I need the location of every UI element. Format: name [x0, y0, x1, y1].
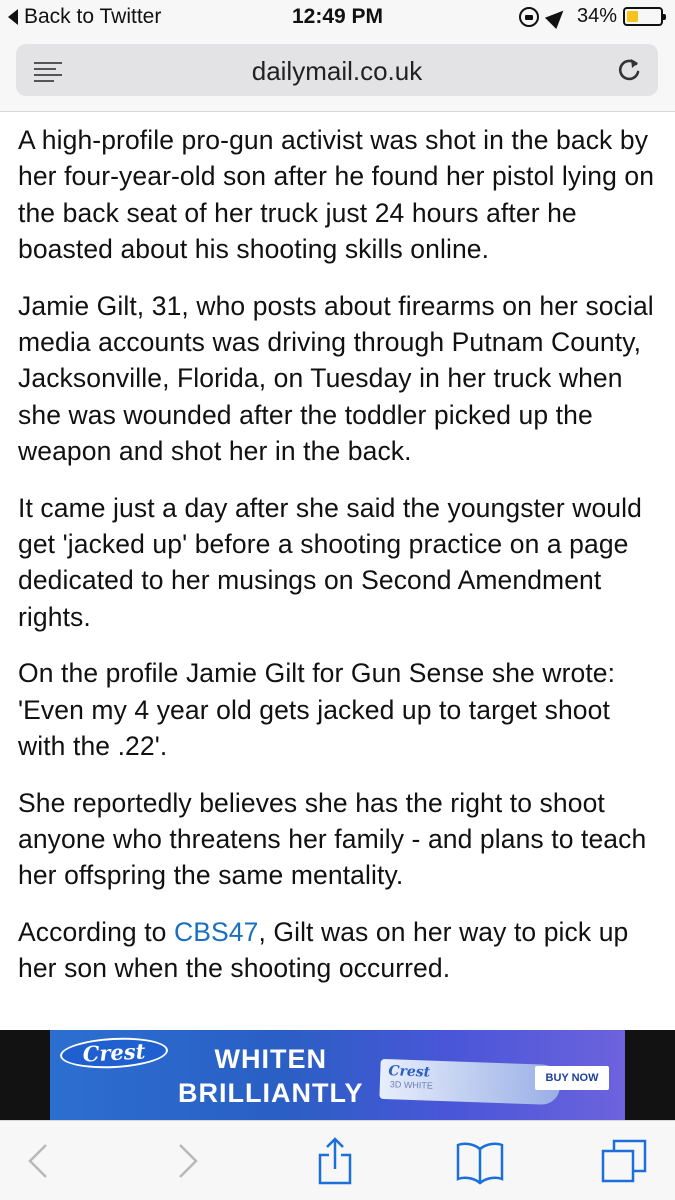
- tube-brand: Crest: [388, 1063, 431, 1081]
- ad-headline-line2: BRILLIANTLY: [178, 1078, 364, 1108]
- bottom-toolbar: [0, 1120, 675, 1200]
- battery-percent: 34%: [576, 5, 617, 27]
- battery-level: [627, 11, 638, 22]
- paragraph-text: , Gilt was on her way to pick up her son when the shooting occurred.: [18, 916, 629, 984]
- article-paragraph-last: [18, 914, 663, 987]
- article-paragraph: It came just a day after she said the youngster would get 'jacked up' before a shooting practice on a page dedicated to her musings on Second Amendment rights.: [18, 492, 642, 632]
- address-bar[interactable]: [16, 44, 658, 96]
- status-time: 12:49 PM: [291, 5, 384, 28]
- article-paragraph: A high-profile pro-gun activist was shot in the back by her four-year-old son after he found her pistol lying on the back seat of her truck just 24 hours after he boasted about his shooting skills online.: [18, 125, 655, 265]
- article-paragraph: Jamie Gilt, 31, who posts about firearms on her social media accounts was driving through Putnam County, Jacksonville, Florida, on Tuesday in her truck when she was wounded after the toddler picked up the weapon and shot her in the back.: [18, 290, 654, 467]
- crest-logo: Crest: [59, 1035, 168, 1071]
- location-arrow-icon: [545, 4, 569, 28]
- rotation-lock-icon: [519, 7, 539, 27]
- ad-headline: [178, 1042, 364, 1110]
- toothpaste-tube-image: [379, 1059, 560, 1105]
- crest-ad-banner[interactable]: [50, 1030, 625, 1120]
- article-body: [18, 122, 663, 1030]
- battery-icon: [623, 7, 663, 26]
- browser-toolbar: [0, 36, 675, 112]
- share-icon[interactable]: [310, 1137, 360, 1185]
- cbs47-link[interactable]: CBS47: [173, 916, 259, 947]
- back-icon[interactable]: [14, 1137, 64, 1185]
- article-paragraph: On the profile Jamie Gilt for Gun Sense she wrote: 'Even my 4 year old gets jacked up to target shoot with the .22'.: [18, 658, 616, 762]
- reload-icon[interactable]: [614, 55, 644, 85]
- tabs-icon[interactable]: [600, 1137, 650, 1185]
- bookmarks-icon[interactable]: [455, 1137, 505, 1185]
- article-paragraph: She reportedly believes she has the right to shoot anyone who threatens her family - and plans to teach her offspring the same mentality.: [18, 787, 647, 891]
- tube-subtitle: 3D WHITE: [389, 1079, 434, 1091]
- back-to-app-label: Back to Twitter: [24, 5, 162, 28]
- paragraph-text: According to: [18, 916, 174, 947]
- status-bar: [0, 0, 675, 36]
- ad-headline-line1: WHITEN: [214, 1044, 327, 1074]
- forward-icon[interactable]: [162, 1137, 212, 1185]
- url-text[interactable]: dailymail.co.uk: [251, 56, 423, 86]
- buy-now-button[interactable]: BUY NOW: [535, 1066, 609, 1090]
- status-indicators: [519, 5, 663, 28]
